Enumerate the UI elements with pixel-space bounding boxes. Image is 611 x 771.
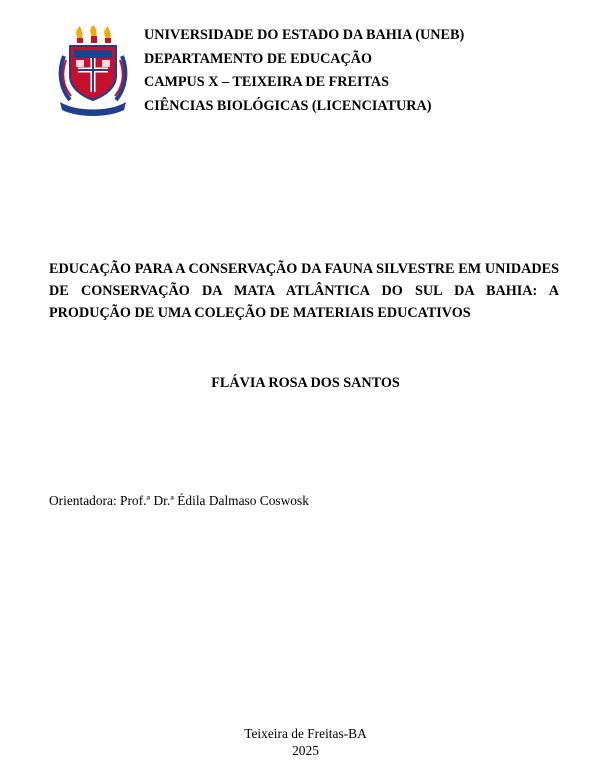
uneb-coat-of-arms-icon <box>56 26 130 116</box>
footer <box>0 725 611 759</box>
course-name: CIÊNCIAS BIOLÓGICAS (LICENCIATURA) <box>144 97 432 114</box>
footer-year: 2025 <box>292 743 319 758</box>
university-logo <box>56 26 130 116</box>
footer-city: Teixeira de Freitas-BA <box>244 726 367 741</box>
institution-header <box>144 24 464 118</box>
advisor-line: Orientadora: Prof.ª Dr.ª Édila Dalmaso Coswosk <box>49 493 309 508</box>
author-name: FLÁVIA ROSA DOS SANTOS <box>211 375 400 391</box>
document-title: EDUCAÇÃO PARA A CONSERVAÇÃO DA FAUNA SILVESTRE EM UNIDADES DE CONSERVAÇÃO DA MATA ATLÂNTICA DO SUL DA BAHIA: A PRODUÇÃO DE UMA COLEÇÃO DE MATERIAIS EDUCATIVOS <box>49 261 559 321</box>
campus-name: CAMPUS X – TEIXEIRA DE FREITAS <box>144 74 390 90</box>
flames-icon <box>76 26 111 43</box>
department-name: DEPARTAMENTO DE EDUCAÇÃO <box>144 50 373 67</box>
university-name: UNIVERSIDADE DO ESTADO DA BAHIA (UNEB) <box>144 27 465 43</box>
